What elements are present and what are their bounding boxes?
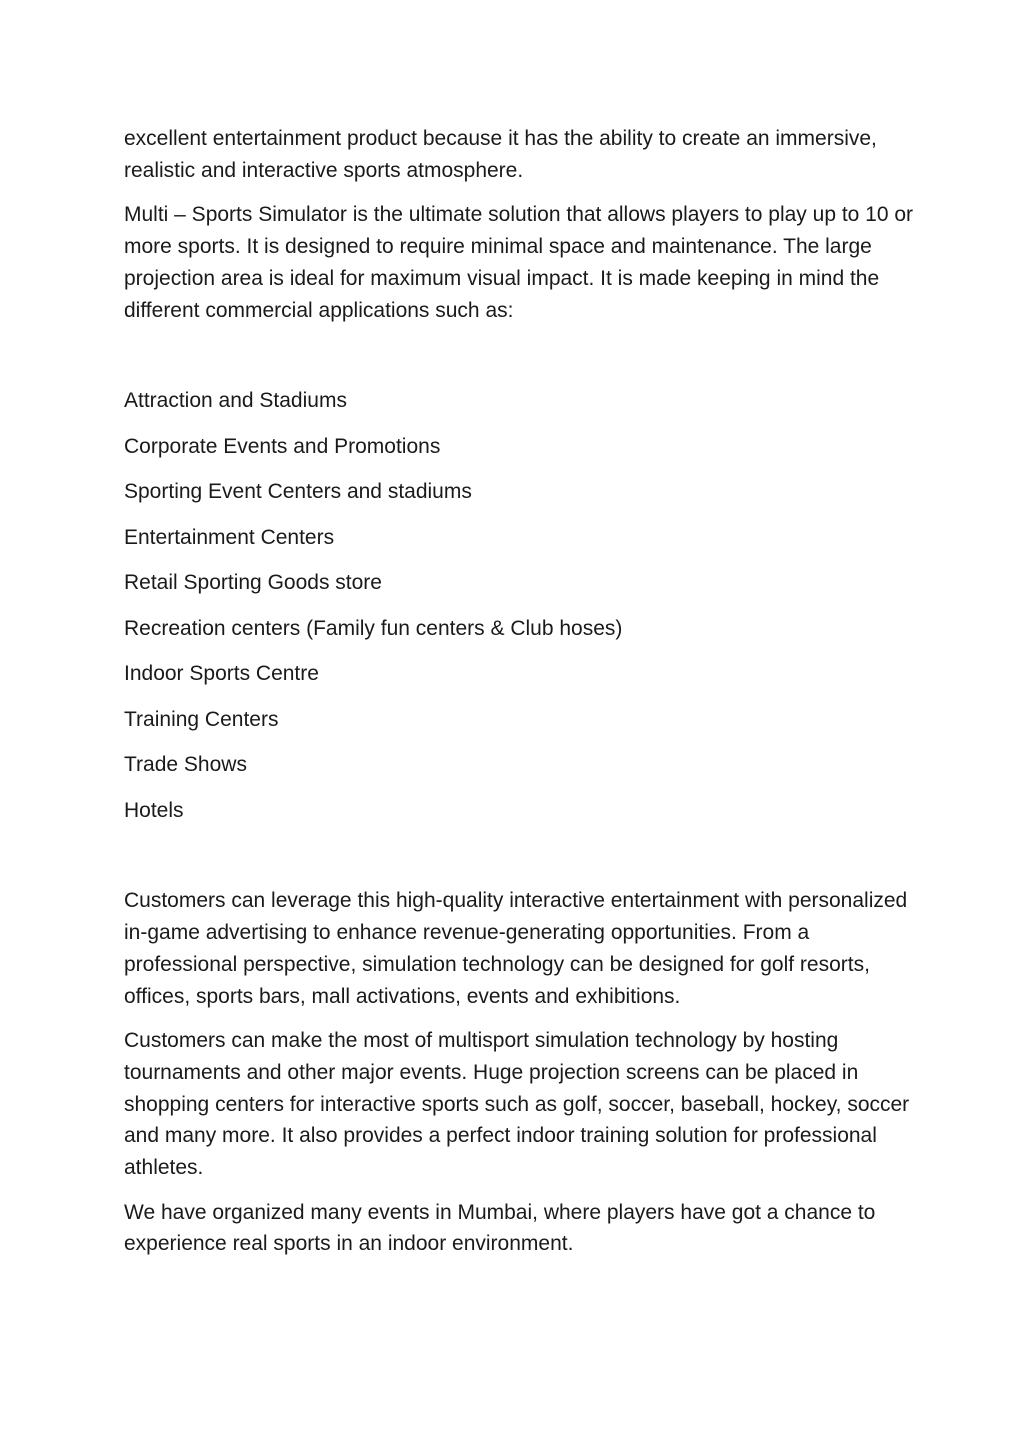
list-item: Training Centers — [124, 707, 279, 731]
events-paragraph: We have organized many events in Mumbai, where players have got a chance to experience real sports in an indoor environment. — [124, 1200, 876, 1256]
customers-paragraph-2: Customers can make the most of multisport simulation technology by hosting tournaments and other major events. Huge projection screens can be placed in shopping centers for interactive sports such as golf, soccer, baseball, hockey, soccer and many more. It also provides a perfect indoor training solution for professional athletes. — [124, 1029, 910, 1180]
multi-sports-paragraph: Multi – Sports Simulator is the ultimate solution that allows players to play up to 10 or more sports. It is designed to require minimal space and maintenance. The large projection area is ideal for maximum visual impact. It is made keeping in mind the different commercial applications such as: — [124, 203, 914, 322]
customers-paragraph-1: Customers can leverage this high-quality interactive entertainment with personalized in-game advertising to enhance revenue-generating opportunities. From a professional perspective, simulation technology can be designed for golf resorts, offices, sports bars, mall activations, events and exhibitions. — [124, 889, 908, 1008]
list-item: Sporting Event Centers and stadiums — [124, 480, 472, 504]
list-item: Attraction and Stadiums — [124, 389, 347, 413]
list-item: Indoor Sports Centre — [124, 662, 319, 686]
list-item: Corporate Events and Promotions — [124, 434, 441, 458]
list-item: Retail Sporting Goods store — [124, 571, 382, 595]
list-item: Entertainment Centers — [124, 525, 335, 549]
document-body — [124, 123, 914, 1260]
list-item: Hotels — [124, 798, 184, 822]
applications-list — [124, 385, 914, 826]
intro-paragraph: excellent entertainment product because it has the ability to create an immersive, realistic and interactive sports atmosphere. — [124, 127, 877, 182]
list-item: Trade Shows — [124, 753, 247, 777]
list-item: Recreation centers (Family fun centers & Club hoses) — [124, 616, 623, 640]
